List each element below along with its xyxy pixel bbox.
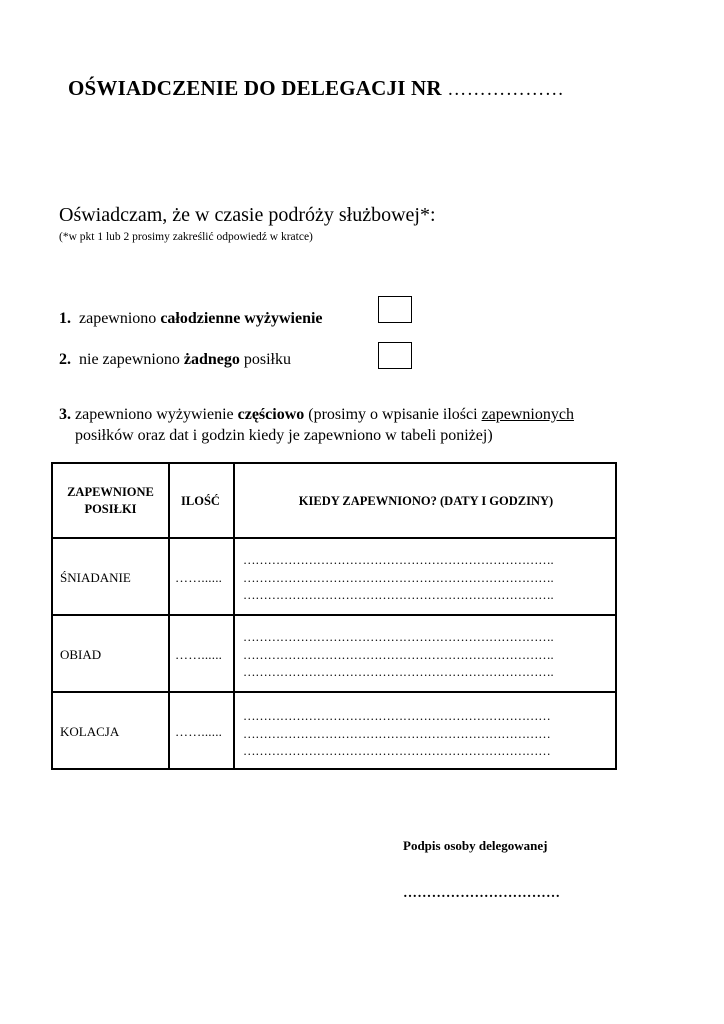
item3-underlined: zapewnionych (481, 406, 574, 423)
option-partial-meals-line2: posiłków oraz dat i godzin kiedy je zapewniono w tabeli poniżej) (75, 427, 493, 444)
option-partial-meals (59, 406, 574, 424)
item2-text-before: nie zapewniono (79, 351, 180, 368)
item2-bold: żadnego (183, 351, 240, 368)
title-text: OŚWIADCZENIE DO DELEGACJI NR (68, 76, 442, 100)
delegation-number-field[interactable]: ……………… (447, 79, 565, 100)
signature-field[interactable]: …………………………… (403, 886, 561, 901)
option-full-board (59, 310, 323, 328)
date-line: ………………………………………………………………… (243, 744, 551, 758)
header-meals-line1: ZAPEWNIONE (67, 485, 154, 499)
item3-number: 3. (59, 406, 71, 423)
dates-field-lunch[interactable] (243, 629, 553, 682)
page-title (68, 76, 564, 101)
instruction-note: (*w pkt 1 lub 2 prosimy zakreślić odpowiedź w kratce) (59, 231, 313, 243)
qty-field-dinner[interactable]: ……...... (175, 724, 223, 739)
item3-text-middle: (prosimy o wpisanie ilości (308, 406, 478, 423)
item1-number: 1. (59, 310, 71, 327)
item1-bold: całodzienne wyżywienie (160, 310, 323, 327)
full-board-checkbox[interactable] (378, 296, 412, 323)
header-meals (53, 484, 168, 518)
dates-field-breakfast[interactable] (243, 552, 553, 605)
date-line: …………………………………………………………………. (243, 553, 554, 567)
row-label-dinner: KOLACJA (60, 724, 120, 739)
header-when: KIEDY ZAPEWNIONO? (DATY I GODZINY) (298, 494, 554, 508)
date-line: …………………………………………………………………. (243, 570, 554, 585)
date-line: ………………………………………………………………… (243, 726, 551, 741)
row-label-lunch: OBIAD (60, 647, 102, 662)
row-divider (53, 537, 615, 539)
item2-text-after: posiłku (243, 351, 291, 368)
item3-bold: częściowo (237, 406, 305, 423)
item3-text-before: zapewniono wyżywienie (75, 406, 234, 423)
header-meals-line2: POSIŁKI (84, 502, 137, 516)
date-line: ………………………………………………………………… (243, 709, 551, 723)
no-meals-checkbox[interactable] (378, 342, 412, 369)
signature-label: Podpis osoby delegowanej (403, 838, 548, 853)
date-line: …………………………………………………………………. (243, 665, 554, 679)
qty-field-lunch[interactable]: ……...... (175, 647, 223, 662)
item1-text: zapewniono (79, 310, 157, 327)
date-line: …………………………………………………………………. (243, 647, 554, 662)
row-divider (53, 614, 615, 616)
date-line: …………………………………………………………………. (243, 588, 554, 602)
row-divider (53, 691, 615, 693)
dates-field-dinner[interactable] (243, 708, 551, 761)
item2-number: 2. (59, 351, 71, 368)
row-label-breakfast: ŚNIADANIE (60, 570, 131, 585)
statement-text: Oświadczam, że w czasie podróży służbowej*: (59, 204, 436, 226)
qty-field-breakfast[interactable]: ……...... (175, 570, 223, 585)
header-quantity: ILOŚĆ (181, 494, 220, 508)
option-no-meals (59, 351, 291, 369)
date-line: …………………………………………………………………. (243, 630, 554, 644)
meals-table (51, 462, 617, 770)
